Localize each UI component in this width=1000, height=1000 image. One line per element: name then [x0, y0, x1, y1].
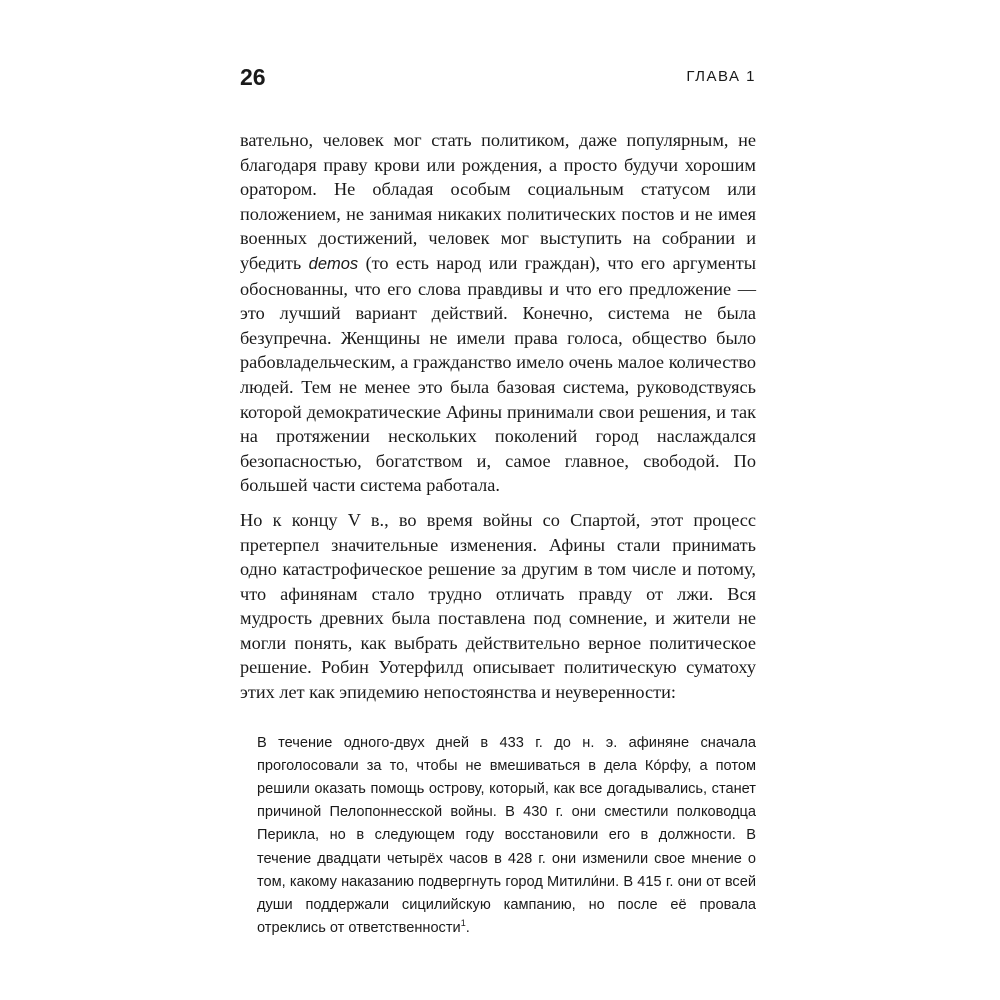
paragraph-text: (то есть народ или граждан), что его аргументы обоснованны, что его слова правдивы и что его предложение — это лучший вариант действий. Конечно, система не была безупречна. Женщины не имели права голоса, общество было рабовладельческим, а гражданство имело очень малое количество людей. Тем не менее это была базовая система, руководствуясь которой демократические Афины принимали свои решения, и так на протяжении нескольких поколений город наслаждался безопасностью, богатством и, самое главное, свободой. По большей части система работала. [240, 252, 756, 496]
quote-end-period: . [465, 920, 470, 937]
footnote-marker[interactable]: 1 [460, 918, 466, 929]
page-number: 26 [240, 64, 266, 90]
block-quote [257, 732, 756, 941]
paragraph [240, 128, 756, 498]
book-page [240, 60, 756, 960]
main-text [240, 128, 756, 705]
running-header [240, 60, 756, 100]
emphasis-term: demos [308, 254, 359, 273]
paragraph: Но к концу V в., во время войны со Спартой, этот процесс претерпел значительные изменения. Афины стали принимать одно катастрофическое решение за другим в том числе и потому, что афинянам стало трудно отличать правду от лжи. Вся мудрость древних была поставлена под сомнение, и жители не могли понять, как выбрать действительно верное политическое решение. Робин Уотерфилд описывает политическую суматоху этих лет как эпидемию непостоянства и неуверенности: [240, 509, 756, 703]
paragraph-text: вательно, человек мог стать политиком, даже популярным, не благодаря праву крови или рождения, а просто будучи хорошим оратором. Не обладая особым социальным статусом или положением, не занимая никаких политических постов и не имея военных достижений, человек мог выступить на собрании и убедить [240, 130, 756, 273]
chapter-label: ГЛАВА 1 [686, 68, 756, 85]
quote-text: В течение одного-двух дней в 433 г. до н. э. афиняне сначала проголосовали за то, чтобы не вмешиваться в дела Ко́рфу, а потом решили оказать помощь острову, который, как все догадывались, станет причиной Пелопоннесской войны. В 430 г. они сместили полководца Перикла, но в следующем году восстановили его в должности. В течение двадцати четырёх часов в 428 г. они изменили свое мнение о том, какому наказанию подвергнуть город Митили́ни. В 415 г. они от всей души поддержали сицилийскую кампанию, но после её провала отреклись от ответственности [257, 734, 756, 937]
